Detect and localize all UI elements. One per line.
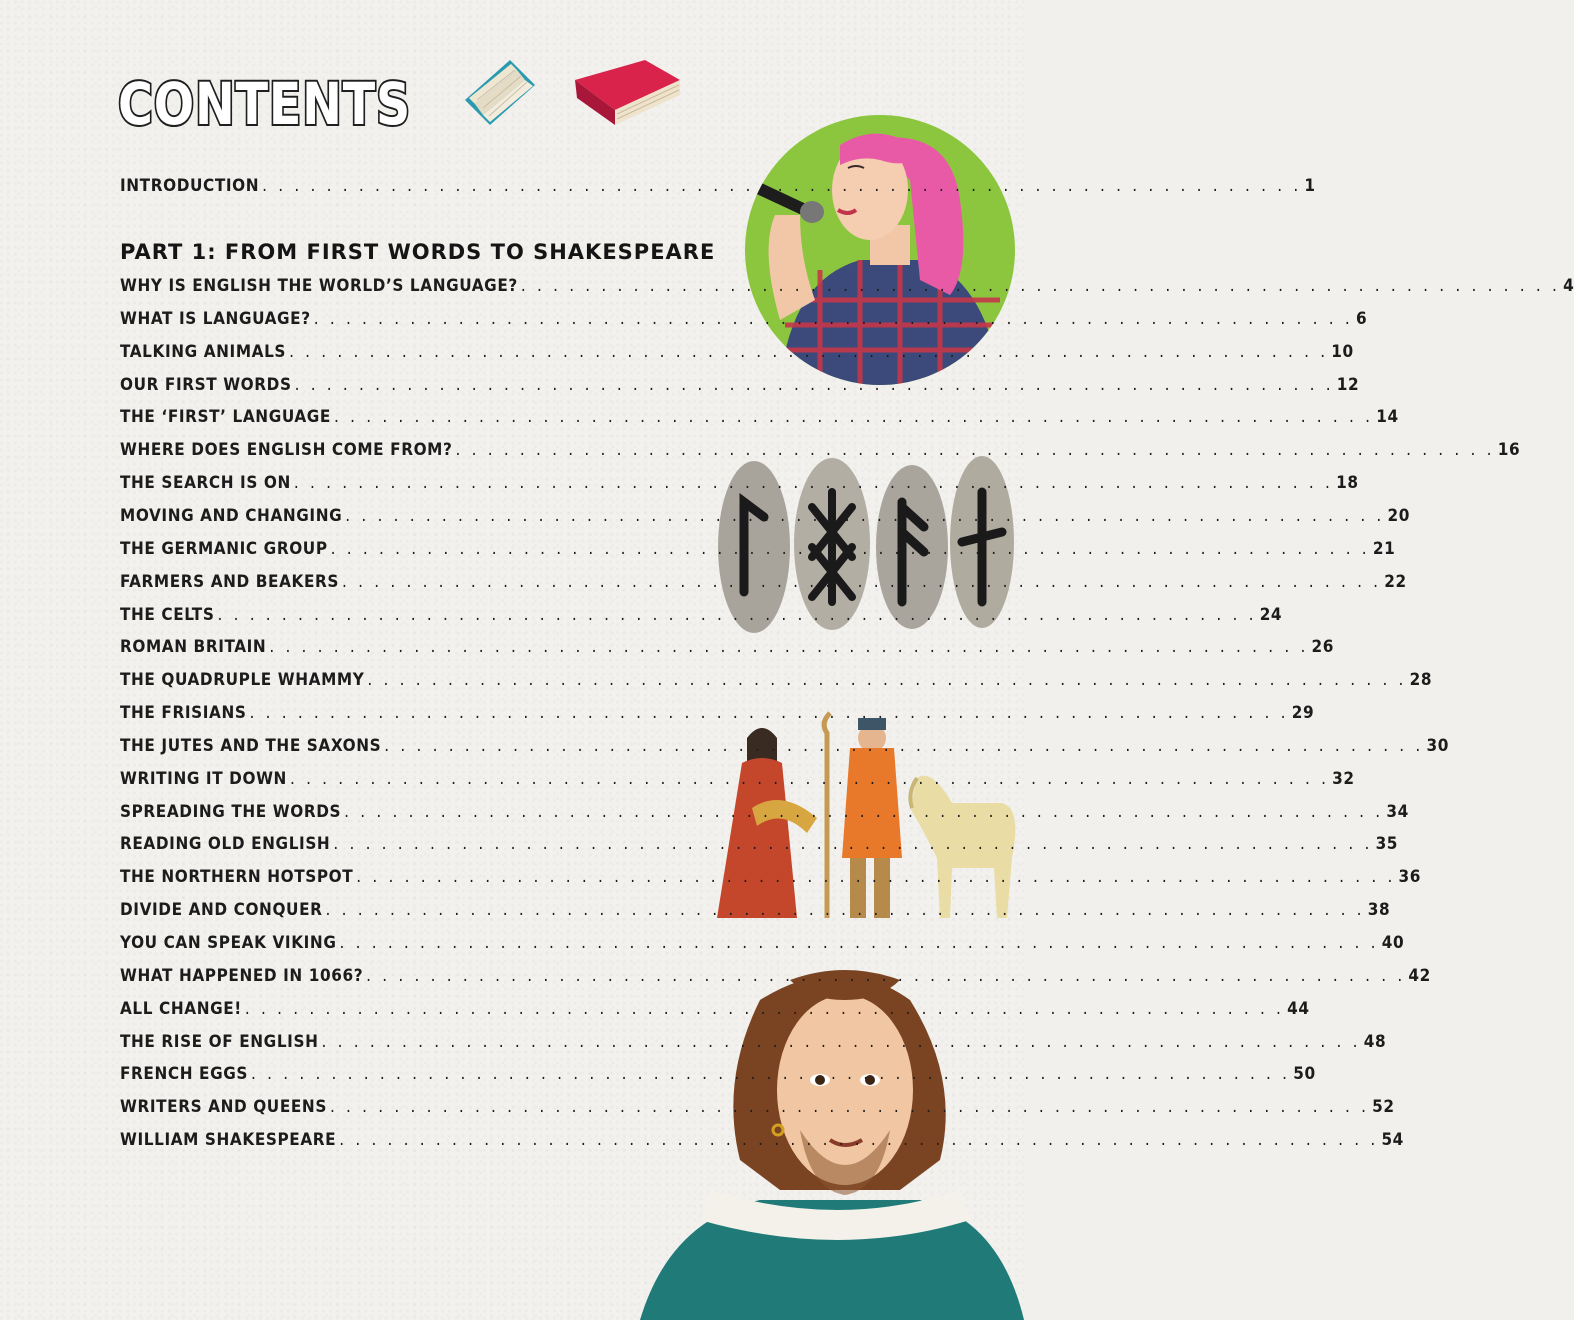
toc-entry-title: READING OLD ENGLISH <box>120 834 331 855</box>
toc-entry-title: THE JUTES AND THE SAXONS <box>120 735 382 756</box>
toc-page-number: 40 <box>1381 933 1405 953</box>
open-book-icon <box>465 60 535 125</box>
toc-leader-dots: . . . . . . . . . . . . . . . . . . . . . . . . . . . . . . . . . . . . . . . . . . . . . . . . . . . . . . . . . . . . . . . . . <box>293 473 1334 494</box>
toc-row[interactable] <box>120 735 1449 762</box>
toc-page-number: 28 <box>1409 670 1433 691</box>
toc-page-number: 21 <box>1372 538 1396 559</box>
toc-page-number: 34 <box>1386 801 1409 822</box>
books-illustration <box>455 40 690 140</box>
toc-page-number: 50 <box>1293 1064 1316 1085</box>
toc-page-number: 38 <box>1367 900 1391 921</box>
toc-leader-dots: . . . . . . . . . . . . . . . . . . . . . . . . . . . . . . . . . . . . . . . . . . . . . . . . . . . . . . . . . . . . . . . . . <box>294 374 1334 395</box>
toc-leader-dots: . . . . . . . . . . . . . . . . . . . . . . . . . . . . . . . . . . . . . . . . . . . . . . . . . . . . . . . . . . . . . . . . . <box>251 1064 1291 1085</box>
toc-row[interactable] <box>120 1064 1316 1090</box>
toc-entry-title: WHERE DOES ENGLISH COME FROM? <box>120 440 453 461</box>
toc-page-number: 32 <box>1332 768 1355 789</box>
part-1-heading: PART 1: FROM FIRST WORDS TO SHAKESPEARE <box>120 240 716 264</box>
toc-entry-title: WRITING IT DOWN <box>120 768 287 789</box>
toc-leader-dots: . . . . . . . . . . . . . . . . . . . . . . . . . . . . . . . . . . . . . . . . . . . . . . . . . . . . . . . . . . . . . . . . . <box>367 670 1407 691</box>
toc-entry-title: FARMERS AND BEAKERS <box>120 571 340 592</box>
toc-row[interactable] <box>120 276 1574 302</box>
toc-page-number: 48 <box>1363 1031 1387 1052</box>
toc-entry-title: WHAT HAPPENED IN 1066? <box>120 965 364 986</box>
toc-page-number: 42 <box>1408 965 1431 986</box>
toc-page-number: 30 <box>1426 735 1449 756</box>
toc-entry-title: INTRODUCTION <box>120 176 260 196</box>
toc-page-number: 14 <box>1376 407 1399 428</box>
toc-row[interactable] <box>120 341 1354 368</box>
toc-page-number: 29 <box>1291 703 1315 724</box>
toc-entry-title: WILLIAM SHAKESPEARE <box>120 1130 337 1151</box>
toc-entry-title: THE QUADRUPLE WHAMMY <box>120 670 365 691</box>
toc-row[interactable] <box>120 571 1407 598</box>
toc-row[interactable] <box>120 900 1391 926</box>
toc-leader-dots: . . . . . . . . . . . . . . . . . . . . . . . . . . . . . . . . . . . . . . . . . . . . . . . . . . . . . . . . . . . . . . . . . <box>269 637 1309 658</box>
toc-leader-dots: . . . . . . . . . . . . . . . . . . . . . . . . . . . . . . . . . . . . . . . . . . . . . . . . . . . . . . . . . . . . . . . . . <box>289 768 1330 789</box>
toc-row[interactable] <box>120 933 1405 959</box>
toc-page-number: 44 <box>1287 998 1310 1019</box>
face <box>777 995 913 1185</box>
toc-page-number: 54 <box>1381 1130 1404 1151</box>
toc-leader-dots: . . . . . . . . . . . . . . . . . . . . . . . . . . . . . . . . . . . . . . . . . . . . . . . . . . . . . . . . . . . . . . . . . <box>455 440 1495 461</box>
toc-row[interactable] <box>120 703 1315 729</box>
toc-page-number: 12 <box>1336 374 1360 395</box>
toc-entry-title: THE CELTS <box>120 604 215 625</box>
toc-leader-dots: . . . . . . . . . . . . . . . . . . . . . . . . . . . . . . . . . . . . . . . . . . . . . . . . . . . . . . . . . . . . . . . . . <box>329 1097 1370 1118</box>
toc-row[interactable] <box>120 834 1399 860</box>
toc-entry-title: WRITERS AND QUEENS <box>120 1097 327 1118</box>
toc-page-number: 35 <box>1375 834 1399 855</box>
toc-row[interactable] <box>120 867 1421 893</box>
toc-page-number: 24 <box>1259 604 1283 625</box>
toc-row[interactable] <box>120 965 1431 992</box>
toc-row[interactable] <box>120 374 1360 401</box>
toc-leader-dots: . . . . . . . . . . . . . . . . . . . . . . . . . . . . . . . . . . . . . . . . . . . . . . . . . . . . . . . . . . . . . . . . . <box>244 998 1285 1019</box>
toc-leader-dots: . . . . . . . . . . . . . . . . . . . . . . . . . . . . . . . . . . . . . . . . . . . . . . . . . . . . . . . . . . . . . . . . . <box>356 867 1396 888</box>
toc-entry-title: THE GERMANIC GROUP <box>120 538 328 559</box>
toc-page-number: 22 <box>1384 571 1407 592</box>
toc-entry-title: SPREADING THE WORDS <box>120 801 342 822</box>
toc-page-number: 16 <box>1497 440 1521 461</box>
toc-entry-title: WHAT IS LANGUAGE? <box>120 308 311 329</box>
toc-row[interactable] <box>120 670 1433 696</box>
toc-leader-dots: . . . . . . . . . . . . . . . . . . . . . . . . . . . . . . . . . . . . . . . . . . . . . . . . . . . . . . . . . . . . . . . . . <box>384 735 1424 756</box>
toc-row[interactable] <box>120 1097 1395 1123</box>
toc-page-number: 20 <box>1387 505 1410 526</box>
toc-leader-dots: . . . . . . . . . . . . . . . . . . . . . . . . . . . . . . . . . . . . . . . . . . . . . . . . . . . . . . . . . . . . . . . . . <box>344 801 1384 822</box>
toc-entry-title: MOVING AND CHANGING <box>120 505 343 526</box>
toc-entry-title: ROMAN BRITAIN <box>120 637 267 658</box>
toc-entry-title: THE SEARCH IS ON <box>120 473 291 494</box>
toc-page-number: 1 <box>1304 176 1316 196</box>
toc-entry-title: ALL CHANGE! <box>120 998 242 1019</box>
toc-leader-dots: . . . . . . . . . . . . . . . . . . . . . . . . . . . . . . . . . . . . . . . . . . . . . . . . . . . . . . . . . . . . . . . . . <box>325 900 1365 921</box>
toc-leader-dots: . . . . . . . . . . . . . . . . . . . . . . . . . . . . . . . . . . . . . . . . . . . . . . . . . . . . . . . . . . . . . . . . . <box>289 341 1329 362</box>
toc-leader-dots: . . . . . . . . . . . . . . . . . . . . . . . . . . . . . . . . . . . . . . . . . . . . . . . . . . . . . . . . . . . . . . . . . <box>321 1031 1361 1052</box>
toc-leader-dots: . . . . . . . . . . . . . . . . . . . . . . . . . . . . . . . . . . . . . . . . . . . . . . . . . . . . . . . . . . . . . . . . . <box>217 604 1257 625</box>
toc-entry-title: THE ‘FIRST’ LANGUAGE <box>120 407 331 428</box>
toc-leader-dots: . . . . . . . . . . . . . . . . . . . . . . . . . . . . . . . . . . . . . . . . . . . . . . . . . . . . . . . . . . . . . . . . . <box>520 276 1561 296</box>
toc-page-number: 6 <box>1355 308 1368 329</box>
toc-row-introduction[interactable] <box>120 176 1316 202</box>
toc-leader-dots: . . . . . . . . . . . . . . . . . . . . . . . . . . . . . . . . . . . . . . . . . . . . . . . . . . . . . . . . . . . . . . . . . <box>339 933 1379 953</box>
toc-leader-dots: . . . . . . . . . . . . . . . . . . . . . . . . . . . . . . . . . . . . . . . . . . . . . . . . . . . . . . . . . . . . . . . . . <box>330 538 1370 559</box>
toc-entry-title: THE NORTHERN HOTSPOT <box>120 867 354 888</box>
toc-page-number: 4 <box>1563 276 1574 296</box>
toc-page-number: 36 <box>1398 867 1421 888</box>
woman-figure <box>717 728 817 918</box>
toc-page-number: 26 <box>1311 637 1335 658</box>
toc-entry-title: TALKING ANIMALS <box>120 341 287 362</box>
toc-leader-dots: . . . . . . . . . . . . . . . . . . . . . . . . . . . . . . . . . . . . . . . . . . . . . . . . . . . . . . . . . . . . . . . . . <box>342 571 1382 592</box>
toc-row[interactable] <box>120 473 1359 499</box>
toc-row[interactable] <box>120 505 1410 532</box>
toc-leader-dots: . . . . . . . . . . . . . . . . . . . . . . . . . . . . . . . . . . . . . . . . . . . . . . . . . . . . . . . . . . . . . . . . . <box>249 703 1289 724</box>
toc-row[interactable] <box>120 604 1283 631</box>
page-title: CONTENTS <box>118 70 412 138</box>
toc-entry-title: THE FRISIANS <box>120 703 247 724</box>
toc-leader-dots: . . . . . . . . . . . . . . . . . . . . . . . . . . . . . . . . . . . . . . . . . . . . . . . . . . . . . . . . . . . . . . . . . <box>339 1130 1379 1151</box>
toc-entry-title: YOU CAN SPEAK VIKING <box>120 933 337 953</box>
toc-page-number: 52 <box>1372 1097 1395 1118</box>
toc-row[interactable] <box>120 768 1355 795</box>
toc-entry-title: THE RISE OF ENGLISH <box>120 1031 319 1052</box>
toc-page-number: 18 <box>1336 473 1359 494</box>
toc-row[interactable] <box>120 1031 1387 1058</box>
toc-leader-dots: . . . . . . . . . . . . . . . . . . . . . . . . . . . . . . . . . . . . . . . . . . . . . . . . . . . . . . . . . . . . . . . . . <box>333 834 1373 855</box>
toc-leader-dots: . . . . . . . . . . . . . . . . . . . . . . . . . . . . . . . . . . . . . . . . . . . . . . . . . . . . . . . . . . . . . . . . . <box>345 505 1385 526</box>
toc-row[interactable] <box>120 801 1409 828</box>
toc-row[interactable] <box>120 440 1521 466</box>
toc-row[interactable] <box>120 637 1335 663</box>
toc-row[interactable] <box>120 407 1399 433</box>
toc-leader-dots: . . . . . . . . . . . . . . . . . . . . . . . . . . . . . . . . . . . . . . . . . . . . . . . . . . . . . . . . . . . . . . . . . <box>313 308 1353 329</box>
toc-page-number: 10 <box>1331 341 1354 362</box>
toc-row[interactable] <box>120 1130 1404 1156</box>
toc-entry-title: OUR FIRST WORDS <box>120 374 292 395</box>
toc-entry-title: FRENCH EGGS <box>120 1064 248 1085</box>
toc-row[interactable] <box>120 538 1396 565</box>
toc-row[interactable] <box>120 308 1368 335</box>
toc-entry-title: WHY IS ENGLISH THE WORLD’S LANGUAGE? <box>120 276 518 296</box>
toc-row[interactable] <box>120 998 1310 1025</box>
toc-leader-dots: . . . . . . . . . . . . . . . . . . . . . . . . . . . . . . . . . . . . . . . . . . . . . . . . . . . . . . . . . . . . . . . . . <box>333 407 1374 428</box>
red-book-icon <box>575 60 680 125</box>
toc-leader-dots: . . . . . . . . . . . . . . . . . . . . . . . . . . . . . . . . . . . . . . . . . . . . . . . . . . . . . . . . . . . . . . . . . <box>366 965 1406 986</box>
toc-leader-dots: . . . . . . . . . . . . . . . . . . . . . . . . . . . . . . . . . . . . . . . . . . . . . . . . . . . . . . . . . . . . . . . . . <box>262 176 1302 196</box>
toc-entry-title: DIVIDE AND CONQUER <box>120 900 323 921</box>
